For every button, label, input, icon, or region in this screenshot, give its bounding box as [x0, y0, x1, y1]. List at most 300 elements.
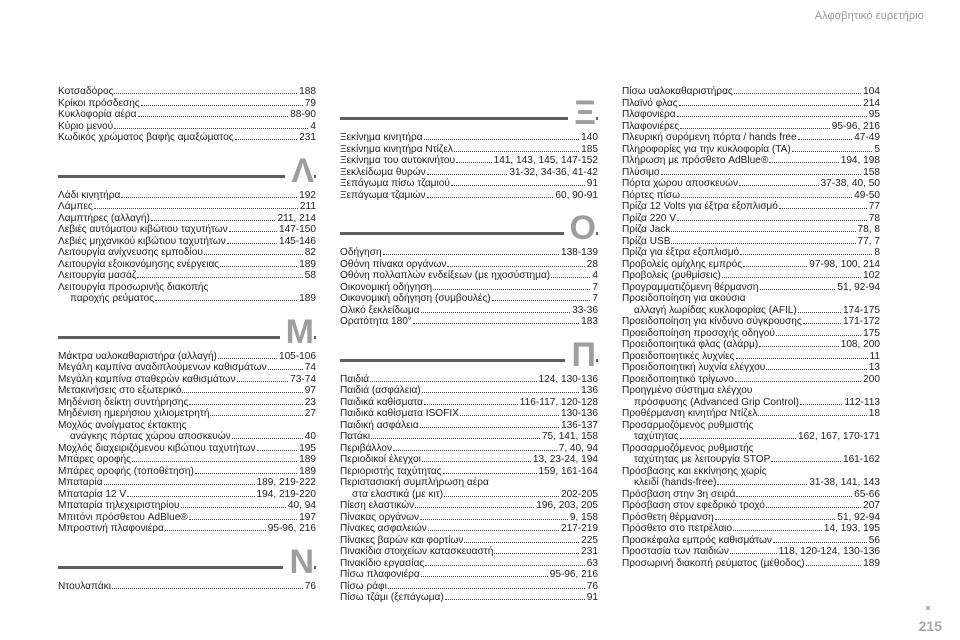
index-entry-pages: 13, 23-24, 194 — [532, 454, 598, 465]
index-entry — [622, 86, 880, 98]
index-entry-term: Πλαφονιέρα — [622, 109, 676, 120]
index-entry-term: Μπάρες οροφής — [58, 454, 131, 465]
dot-leader — [138, 116, 289, 117]
dot-leader — [137, 277, 302, 278]
index-entry — [622, 236, 880, 248]
index-entry-term: Πίσω υαλοκαθαριστήρας — [622, 86, 733, 97]
index-entry-pages: 231 — [581, 546, 598, 557]
dot-leader — [722, 277, 861, 278]
index-entry-pages: 211 — [299, 201, 316, 212]
index-entry — [622, 270, 880, 282]
index-entry — [622, 489, 880, 501]
section-letter: Ο — [564, 211, 596, 245]
dot-leader — [421, 576, 548, 577]
index-entry-pages: 112-113 — [844, 396, 880, 408]
index-entry-term: Προβολείς ομίχλης εμπρός — [622, 258, 743, 270]
index-entry-pages: 95-96, 216 — [267, 523, 316, 534]
index-entry-subterm: ταχύτητας — [634, 431, 679, 442]
index-entry-term: Παιδιά (ασφάλεια) — [340, 385, 421, 396]
index-entry-pages: 76 — [586, 580, 598, 592]
index-entry — [622, 385, 880, 397]
dot-leader — [445, 599, 585, 600]
index-entry — [622, 190, 880, 202]
index-entry-term: Μάκτρα υαλοκαθαριστήρα (αλλαγή) — [58, 350, 217, 362]
index-entry-pages: 88-90 — [290, 109, 316, 120]
section-divider — [340, 117, 598, 120]
index-entry-term: Πίσω πλαφονιέρα — [340, 569, 420, 580]
index-entry — [58, 132, 316, 144]
index-entry-pages: 31-38, 141, 143 — [809, 477, 880, 488]
dot-leader — [739, 185, 818, 186]
index-entry — [58, 190, 316, 202]
index-entry — [58, 512, 316, 524]
dot-leader — [433, 289, 590, 290]
index-entry-term: Κρίκοι πρόσδεσης — [58, 97, 140, 109]
index-entry-subterm: ταχύτητας με λειτουργία STOP — [634, 454, 771, 465]
dot-leader — [680, 128, 830, 129]
index-entry-term: Πρόσβασης και εκκίνησης χωρίς — [622, 465, 767, 477]
index-entry-term: Κυκλοφορία αέρα — [58, 109, 137, 120]
index-entry — [340, 144, 598, 156]
index-entry-term: Προειδοποιητικές λυχνίες — [622, 350, 735, 362]
index-entry-pages: 7 — [592, 293, 598, 304]
page-corner-mark — [926, 606, 930, 610]
index-entry — [622, 523, 880, 535]
index-entry-term: Μηδένιση ημερήσιου χιλιομετρητή — [58, 408, 210, 419]
dot-leader — [165, 530, 266, 531]
index-entry — [340, 454, 598, 466]
index-entry — [58, 374, 316, 386]
section-letter: Μ — [280, 315, 314, 349]
index-entry — [340, 385, 598, 397]
index-entry — [622, 558, 880, 570]
index-entry-pages: 116-117, 120-128 — [519, 396, 598, 408]
index-entry — [622, 316, 880, 328]
index-entry-pages: 74 — [304, 362, 316, 373]
dot-leader — [730, 553, 777, 554]
index-entry-pages: 194, 219-220 — [256, 488, 316, 500]
index-entry-subterm: ανάγκης πόρτας χώρου αποσκευών — [70, 431, 231, 442]
index-entry — [340, 132, 598, 144]
index-entry-term: Λεβιές αυτόματου κιβώτιου ταχυτήτων — [58, 224, 228, 235]
index-entry-term: Πληροφορίες για την κυκλοφορία (TA) — [622, 143, 791, 155]
index-entry-term: Ξεκίνημα κινητήρα Ντίζελ — [340, 143, 453, 155]
index-entry-pages: 51, 92-94 — [837, 281, 880, 293]
index-entry-pages: 77, 7 — [857, 235, 880, 247]
index-entry-pages: 200 — [863, 373, 880, 385]
index-entry-pages: 189 — [299, 293, 316, 304]
index-entry-continuation — [622, 431, 880, 443]
index-entry-subterm: αλλαγή λωρίδας κυκλοφορίας (AFIL) — [634, 304, 797, 316]
dot-leader — [715, 519, 836, 520]
index-entry — [622, 201, 880, 213]
dot-leader — [388, 588, 585, 589]
dot-leader — [428, 530, 559, 531]
index-entry-continuation — [622, 397, 880, 409]
index-entry-term: Προσαρμοζόμενος ρυθμιστής — [622, 442, 754, 454]
index-entry-pages: 195 — [299, 442, 316, 454]
dot-leader — [195, 473, 297, 474]
index-entry-continuation — [58, 293, 316, 305]
dot-leader — [460, 415, 559, 416]
index-entry — [622, 362, 880, 374]
index-entry-pages: 79 — [304, 97, 316, 109]
index-entry — [58, 408, 316, 420]
index-entry-term: Πρόσβαση στην 3η σειρά — [622, 488, 736, 500]
index-entry — [622, 500, 880, 512]
index-entry — [58, 500, 316, 512]
index-entry — [340, 420, 598, 432]
index-entry-pages: 75, 141, 158 — [541, 431, 598, 442]
index-column-1 — [58, 86, 316, 592]
index-entry — [622, 167, 880, 179]
dot-leader — [760, 289, 836, 290]
index-entry-continuation — [622, 305, 880, 317]
dot-leader — [383, 254, 559, 255]
section-divider — [340, 359, 598, 362]
dot-leader — [371, 438, 540, 439]
index-entry-term: Πατάκι — [340, 431, 371, 442]
section-letter: Λ — [285, 154, 314, 188]
dot-leader — [758, 415, 866, 416]
index-entry-pages: 37-38, 40, 50 — [820, 178, 880, 189]
index-entry-pages: 31-32, 34-36, 41-42 — [509, 166, 598, 178]
index-entry — [622, 155, 880, 167]
index-entry-pages: 158 — [863, 166, 880, 178]
dot-leader — [151, 220, 276, 221]
index-entry-term: Προθέρμανση κινητήρα Ντίζελ — [622, 408, 758, 419]
index-entry — [622, 443, 880, 455]
index-entry — [340, 592, 598, 604]
index-entry — [340, 305, 598, 317]
dot-leader — [121, 197, 297, 198]
index-entry-term: Πρίζα Jack — [622, 224, 671, 235]
dot-leader — [806, 565, 862, 566]
index-entry-pages: 73-74 — [290, 373, 316, 385]
index-entry — [58, 362, 316, 374]
index-entry-term: Προβολείς (ρυθμίσεις) — [622, 270, 721, 281]
index-entry-pages: 13 — [868, 362, 880, 373]
index-entry-term: Προηγμένο σύστημα ελέγχου — [622, 385, 753, 396]
index-entry-term: Περιοδικοί έλεγχοι — [340, 454, 421, 465]
index-entry — [340, 523, 598, 535]
section-heading — [58, 542, 316, 581]
index-entry-term: Πινακίδια στοιχείων κατασκευαστή — [340, 546, 494, 557]
index-entry-term: Ξεκίνημα του αυτοκινήτου — [340, 155, 455, 166]
index-entry-term: Προστασία των παιδιών — [622, 546, 729, 557]
index-entry — [340, 259, 598, 271]
dot-leader — [736, 358, 868, 359]
section-heading — [58, 151, 316, 190]
dot-leader — [424, 404, 518, 405]
index-entry — [622, 339, 880, 351]
dot-leader — [679, 105, 861, 106]
index-entry-term: Πρίζα 220 V — [622, 212, 677, 224]
index-entry-pages: 130-136 — [560, 408, 598, 419]
index-entry-pages: 40, 94 — [287, 500, 316, 511]
index-entry-term: Ξεκλείδωμα θυρών — [340, 166, 426, 178]
index-entry-pages: 5 — [874, 143, 880, 155]
dot-leader — [671, 231, 855, 232]
index-entry-term: Λάμπες — [58, 201, 93, 212]
index-entry-term: Πλήρωση με πρόσθετο AdBlue® — [622, 155, 769, 166]
dot-leader — [155, 300, 297, 301]
index-entry-pages: 97-98, 100, 214 — [809, 258, 880, 270]
index-entry-continuation — [340, 489, 598, 501]
dot-leader — [181, 507, 286, 508]
index-entry-pages: 138-139 — [560, 247, 598, 258]
index-entry — [622, 98, 880, 110]
index-entry-term: Κύριο μενού — [58, 120, 114, 132]
index-entry-term: Οθόνη πίνακα οργάνων — [340, 258, 447, 270]
index-entry-term: Προσαρμοζόμενος ρυθμιστής — [622, 419, 754, 431]
index-entry-continuation — [622, 477, 880, 489]
dot-leader — [447, 266, 584, 267]
dot-leader — [443, 473, 537, 474]
index-entry — [622, 121, 880, 133]
index-entry-pages: 78 — [868, 212, 880, 224]
dot-leader — [235, 139, 298, 140]
dot-leader — [800, 404, 842, 405]
index-entry-term: Ορατότητα 180° — [340, 316, 412, 327]
index-entry-term: Ξεπάγωμα πίσω τζαμιού — [340, 178, 450, 189]
index-entry-pages: 185 — [581, 143, 598, 155]
index-entry-pages: 189 — [299, 454, 316, 465]
index-entry — [58, 121, 316, 133]
dot-leader — [736, 496, 852, 497]
dot-leader — [733, 530, 822, 531]
page-header: Αλφαβητικό ευρετήριο — [814, 10, 924, 22]
index-entry — [340, 500, 598, 512]
index-entry-pages: 91 — [586, 592, 598, 603]
index-entry-pages: 27 — [304, 408, 316, 419]
index-entry-pages: 145-146 — [278, 235, 316, 247]
dot-leader — [677, 116, 867, 117]
index-entry-term: Πίνακες ασφαλειών — [340, 523, 427, 534]
index-entry-term: Περιβάλλον — [340, 442, 393, 454]
index-entry-pages: 7 — [592, 281, 598, 293]
index-entry-pages: 58 — [304, 270, 316, 281]
index-entry-pages: 118, 120-124, 130-136 — [778, 546, 880, 557]
index-entry-term: Προειδοποιητική λυχνία ελέγχου — [622, 362, 766, 373]
index-entry-term: Πίεση ελαστικών — [340, 500, 415, 511]
dot-leader — [735, 381, 861, 382]
index-entry — [622, 420, 880, 432]
section-divider — [58, 175, 316, 178]
index-entry-pages: 105-106 — [278, 350, 316, 362]
dot-leader — [422, 461, 531, 462]
index-entry — [58, 282, 316, 294]
index-entry — [622, 109, 880, 121]
index-entry-pages: 189 — [299, 465, 316, 477]
index-entry — [340, 282, 598, 294]
index-entry-term: Κοτσαδόρος — [58, 86, 114, 97]
dot-leader — [189, 519, 297, 520]
dot-leader — [427, 197, 554, 198]
dot-leader — [94, 208, 298, 209]
index-column-2 — [340, 86, 598, 604]
index-entry — [340, 178, 598, 190]
dot-leader — [803, 323, 841, 324]
dot-leader — [798, 139, 853, 140]
index-entry — [58, 247, 316, 259]
dot-leader — [492, 300, 591, 301]
index-entry-continuation — [58, 431, 316, 443]
index-entry-pages: 95 — [868, 109, 880, 120]
dot-leader — [422, 392, 579, 393]
index-entry-pages: 147-150 — [278, 224, 316, 235]
dot-leader — [189, 404, 302, 405]
index-entry-pages: 189, 219-222 — [256, 477, 316, 488]
index-entry-term: Μπροστινή πλαφονιέρα — [58, 523, 164, 534]
dot-leader — [127, 496, 254, 497]
section-letter: Ν — [283, 545, 314, 579]
index-entry — [622, 535, 880, 547]
index-entry — [622, 546, 880, 558]
index-entry — [58, 259, 316, 271]
index-entry-term: Λειτουργία ανίχνευσης εμποδίου — [58, 247, 203, 258]
index-entry — [340, 397, 598, 409]
section-heading — [58, 312, 316, 351]
index-entry — [340, 190, 598, 202]
dot-leader — [773, 542, 867, 543]
dot-leader — [237, 381, 289, 382]
index-entry-term: Παιδικά καθίσματα — [340, 396, 423, 408]
dot-leader — [798, 312, 841, 313]
index-entry-pages: 192 — [299, 189, 316, 201]
index-entry — [340, 374, 598, 386]
dot-leader — [420, 427, 559, 428]
index-entry-pages: 95-96, 216 — [831, 120, 880, 132]
page-number: 215 — [918, 618, 942, 634]
index-entry-term: Μηδένιση δείκτη συντήρησης — [58, 396, 189, 408]
index-entry-pages: 171-172 — [842, 316, 880, 327]
dot-leader — [393, 450, 557, 451]
index-entry-subterm: πρόσφυσης (Advanced Grip Control) — [634, 396, 799, 408]
dot-leader — [740, 254, 872, 255]
index-entry-term: Περιστασιακή συμπλήρωση αέρα — [340, 477, 489, 488]
index-entry — [58, 98, 316, 110]
index-entry — [340, 443, 598, 455]
index-entry-pages: 51, 92-94 — [837, 511, 880, 523]
index-entry — [340, 293, 598, 305]
index-entry — [622, 247, 880, 259]
index-entry — [58, 443, 316, 455]
index-entry-term: Πρίζα για έξτρα εξοπλισμό — [622, 247, 740, 258]
index-entry — [58, 86, 316, 98]
dot-leader — [456, 162, 492, 163]
index-entry-term: Λεβιές μηχανικού κιβώτιου ταχυτήτων — [58, 235, 226, 247]
index-entry — [340, 569, 598, 581]
index-entry-pages: 97 — [304, 385, 316, 396]
index-entry-term: Μπάρες οροφής (τοποθέτηση) — [58, 465, 194, 477]
index-entry — [58, 385, 316, 397]
index-entry-pages: 8 — [874, 247, 880, 258]
index-entry — [340, 155, 598, 167]
index-entry-subterm: στα ελαστικά (με κιτ) — [352, 488, 444, 500]
index-entry-pages: 91 — [586, 178, 598, 189]
index-entry-pages: 11 — [869, 350, 880, 362]
index-entry-term: Μπαταρία — [58, 477, 103, 488]
index-entry-pages: 211, 214 — [277, 212, 316, 224]
dot-leader — [494, 553, 579, 554]
dot-leader — [182, 392, 302, 393]
index-entry-pages: 189 — [299, 258, 316, 270]
index-entry — [622, 328, 880, 340]
index-entry-term: Πλύσιμο — [622, 166, 660, 178]
index-entry-subterm: κλειδί (hands-free) — [634, 477, 717, 488]
index-entry — [58, 477, 316, 489]
index-entry-pages: 225 — [581, 534, 598, 546]
index-entry-pages: 174-175 — [842, 304, 880, 316]
index-entry-pages: 65-66 — [854, 488, 880, 500]
index-entry-term: Προειδοποίηση προσοχής οδηγού — [622, 327, 775, 339]
index-entry-pages: 49-50 — [854, 189, 880, 201]
index-entry-term: Μπιτόνι πρόσθετου AdBlue® — [58, 511, 188, 523]
index-entry — [340, 466, 598, 478]
index-entry — [58, 201, 316, 213]
dot-leader — [759, 346, 839, 347]
index-entry — [622, 512, 880, 524]
dot-leader — [204, 254, 303, 255]
index-entry — [58, 581, 316, 593]
index-entry-pages: 18 — [868, 408, 880, 419]
index-entry-pages: 14, 193, 195 — [823, 523, 880, 534]
index-entry-term: Λειτουργία μασάζ — [58, 270, 137, 281]
dot-leader — [257, 450, 298, 451]
index-entry — [622, 144, 880, 156]
index-entry-pages: 82 — [304, 247, 316, 258]
index-entry-term: Πίνακες βαρών και φορτίων — [340, 534, 464, 546]
dot-leader — [444, 496, 559, 497]
index-entry-pages: 159, 161-164 — [538, 465, 598, 477]
index-entry — [340, 316, 598, 328]
index-entry-pages: 47-49 — [854, 132, 880, 143]
index-entry-pages: 141, 143, 145, 147-152 — [493, 155, 598, 166]
index-entry-pages: 189 — [863, 557, 880, 569]
section-heading — [340, 211, 598, 245]
section-heading — [340, 96, 598, 130]
index-entry-pages: 175 — [863, 327, 880, 339]
index-entry-term: Μεγάλη καμπίνα σταθερών καθισμάτων — [58, 373, 236, 385]
index-entry-term: Πλευρική συρόμενη πόρτα / hands free — [622, 132, 797, 143]
index-entry-pages: 9, 158 — [569, 511, 598, 523]
dot-leader — [792, 151, 873, 152]
index-entry-term: Πλαφονιέρες — [622, 120, 680, 132]
index-entry — [340, 546, 598, 558]
index-entry — [58, 397, 316, 409]
index-entry-pages: 214 — [863, 97, 880, 109]
dot-leader — [464, 542, 579, 543]
index-entry-pages: 63 — [586, 557, 598, 569]
index-entry-pages: 162, 167, 170-171 — [798, 431, 880, 442]
index-column-3 — [622, 86, 880, 569]
index-entry-term: Προσωρινή διακοπή ρεύματος (μέθοδος) — [622, 557, 805, 569]
index-entry — [58, 523, 316, 535]
index-entry-pages: 76 — [304, 580, 316, 592]
index-entry — [622, 282, 880, 294]
dot-leader — [141, 105, 303, 106]
index-entry-pages: 188 — [299, 86, 316, 97]
index-entry-term: Ξεκίνημα κινητήρα — [340, 132, 423, 143]
dot-leader — [421, 312, 571, 313]
index-entry — [58, 489, 316, 501]
dot-leader — [680, 438, 796, 439]
index-entry-term: Ξεπάγωμα τζαμιών — [340, 189, 426, 201]
index-entry-pages: 60, 90-91 — [555, 189, 598, 201]
dot-leader — [771, 461, 841, 462]
index-entry-pages: 197 — [299, 511, 316, 523]
